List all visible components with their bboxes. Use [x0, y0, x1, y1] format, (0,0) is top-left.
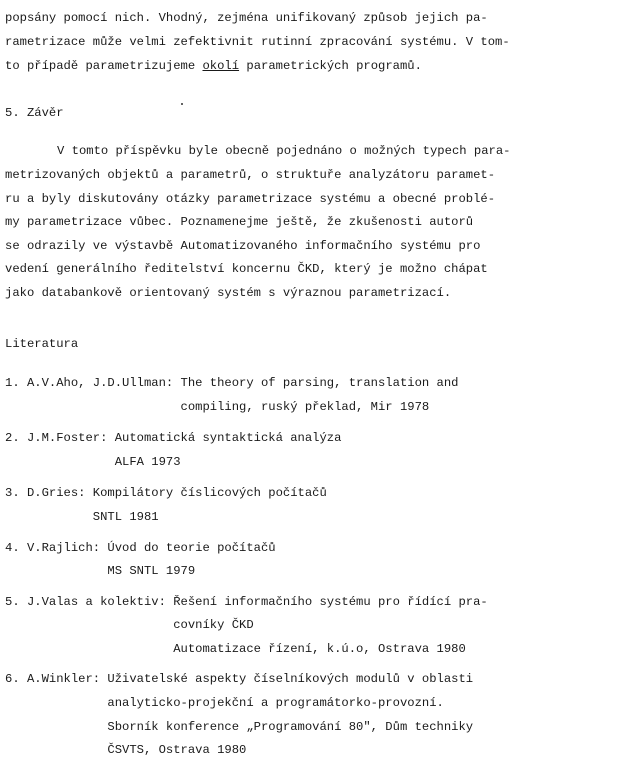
section-5-line-7: jako databankově orientovaný systém s výraznou parametrizací.: [5, 286, 452, 300]
ref-6-line-1: 6. A.Winkler: Uživatelské aspekty číselníkových modulů v oblasti: [5, 672, 474, 686]
section-5-heading: 5. Závěr: [5, 106, 64, 120]
section-5-line-6: vedení generálního ředitelství koncernu ČKD, který je možno chápat: [5, 262, 488, 276]
ref-5-line-1: 5. J.Valas a kolektiv: Řešení informačního systému pro řídící pra-: [5, 595, 488, 609]
intro-line-3-start: to případě parametrizujeme: [5, 59, 203, 73]
speck-mark: [181, 103, 183, 105]
ref-2-line-2: ALFA 1973: [5, 455, 181, 469]
ref-4-line-2: MS SNTL 1979: [5, 564, 196, 578]
intro-line-2: rametrizace může velmi zefektivnit rutinní zpracování systému. V tom-: [5, 35, 510, 49]
intro-line-1: popsány pomocí nich. Vhodný, zejména unifikovaný způsob jejich pa-: [5, 11, 488, 25]
section-5-line-3: ru a byly diskutovány otázky parametrizace systému a obecné problé-: [5, 192, 496, 206]
ref-6-line-2: analyticko-projekční a programátorko-provozní.: [5, 696, 444, 710]
ref-3-line-2: SNTL 1981: [5, 510, 159, 524]
section-5-line-2: metrizovaných objektů a parametrů, o struktuře analyzátoru paramet-: [5, 168, 496, 182]
section-5-line-5: se odrazily ve výstavbě Automatizovaného informačního systému pro: [5, 239, 481, 253]
ref-6-line-3: Sborník konference „Programování 80", Dům techniky: [5, 720, 474, 734]
ref-4-line-1: 4. V.Rajlich: Úvod do teorie počítačů: [5, 541, 276, 555]
section-5-line-1: V tomto příspěvku byle obecně pojednáno o možných typech para-: [57, 144, 511, 158]
ref-2-line-1: 2. J.M.Foster: Automatická syntaktická analýza: [5, 431, 342, 445]
ref-1-line-2: compiling, ruský překlad, Mir 1978: [5, 400, 430, 414]
ref-3-line-1: 3. D.Gries: Kompilátory číslicových počítačů: [5, 486, 327, 500]
literature-heading: Literatura: [5, 337, 79, 351]
ref-1-line-1: 1. A.V.Aho, J.D.Ullman: The theory of parsing, translation and: [5, 376, 459, 390]
underlined-word: okolí: [202, 59, 240, 73]
intro-line-3: [5, 60, 422, 72]
ref-5-line-2: covníky ČKD: [5, 618, 254, 632]
ref-6-line-4: ČSVTS, Ostrava 1980: [5, 743, 247, 757]
ref-5-line-3: Automatizace řízení, k.ú.o, Ostrava 1980: [5, 642, 466, 656]
intro-line-3-end: parametrických programů.: [239, 59, 422, 73]
section-5-line-4: my parametrizace vůbec. Poznamenejme ještě, že zkušenosti autorů: [5, 215, 474, 229]
